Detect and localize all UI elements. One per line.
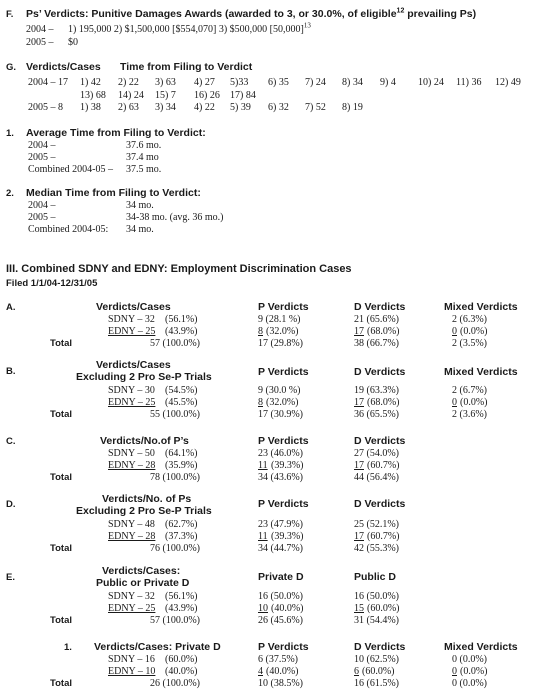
median-number: 2. — [6, 188, 14, 199]
table-d-edny: EDNY – 28 — [108, 531, 156, 542]
table-c-total-d: 44 (56.4%) — [354, 472, 399, 483]
table-b-edny-d-pct: (68.0%) — [367, 397, 400, 408]
table-d-edny-d: 17 — [354, 531, 364, 542]
median-value-combined: 34 mo. — [126, 224, 154, 235]
table-e-heading-cases: Verdicts/Cases: — [102, 565, 181, 577]
table-b-heading-p: P Verdicts — [258, 366, 309, 378]
table-d-sdny: SDNY – 48 — [108, 519, 155, 530]
table-b-heading-d: D Verdicts — [354, 366, 406, 378]
f-year-2004: 2004 – — [26, 24, 54, 35]
g-2005-item: 4) 22 — [194, 102, 215, 113]
g-2005-item: 2) 63 — [118, 102, 139, 113]
table-c-edny: EDNY – 28 — [108, 460, 156, 471]
table-b-edny-mixed-pct: (0.0%) — [460, 397, 488, 408]
g-2004-item: 9) 4 — [380, 77, 396, 88]
table-c-edny-d: 17 — [354, 460, 364, 471]
g-2004-item: 14) 24 — [118, 90, 144, 101]
table-a-sdny-d: 21 (65.6%) — [354, 314, 399, 325]
g-2005-item: 6) 32 — [268, 102, 289, 113]
median-label-combined: Combined 2004-05: — [28, 224, 109, 235]
table-e1-edny-mixed-pct: (0.0%) — [460, 666, 488, 677]
table-d-edny-p-pct: (39.3%) — [271, 531, 304, 542]
table-b-edny-mixed: 0 — [452, 397, 457, 408]
table-e1-heading-cases: Verdicts/Cases: Private D — [94, 641, 221, 653]
table-d-total-label: Total — [50, 543, 72, 554]
table-c-letter: C. — [6, 436, 16, 447]
table-d-sdny-p: 23 (47.9%) — [258, 519, 303, 530]
g-2004-item: 11) 36 — [456, 77, 482, 88]
median-title: Median Time from Filing to Verdict: — [26, 187, 201, 199]
table-e-sdny-pct: (56.1%) — [165, 591, 198, 602]
section-f-title: Ps’ Verdicts: Punitive Damages Awards (awarded to 3, or 30.0%, of eligible$^{12}$ prevailing Ps) — [26, 7, 477, 20]
table-e1-edny-p: 4 — [258, 666, 263, 677]
table-d-total-d: 42 (55.3%) — [354, 543, 399, 554]
table-b-letter: B. — [6, 366, 16, 377]
table-b-total-label: Total — [50, 409, 72, 420]
table-e1-edny: EDNY – 10 — [108, 666, 156, 677]
table-a-heading-p: P Verdicts — [258, 301, 309, 313]
table-a-sdny: SDNY – 32 — [108, 314, 155, 325]
table-e-edny-public-pct: (60.0%) — [367, 603, 400, 614]
table-b-total-mixed: 2 (3.6%) — [452, 409, 487, 420]
table-a-edny-mixed-pct: (0.0%) — [460, 326, 488, 337]
table-e-edny-private-pct: (40.0%) — [271, 603, 304, 614]
table-e-total-cases: 57 (100.0%) — [150, 615, 200, 626]
g-2004-item: 7) 24 — [305, 77, 326, 88]
median-value-2004: 34 mo. — [126, 200, 154, 211]
table-b-heading-cases: Verdicts/Cases — [96, 359, 171, 371]
table-b-sdny-d: 19 (63.3%) — [354, 385, 399, 396]
g-2004-item: 8) 34 — [342, 77, 363, 88]
table-b-total-p: 17 (30.9%) — [258, 409, 303, 420]
table-c-heading-ps: Verdicts/No.of P’s — [100, 435, 189, 447]
table-b-sdny-pct: (54.5%) — [165, 385, 198, 396]
section-g-letter: G. — [6, 62, 17, 73]
table-c-heading-p: P Verdicts — [258, 435, 309, 447]
table-c-total-p: 34 (43.6%) — [258, 472, 303, 483]
table-e-sdny-public: 16 (50.0%) — [354, 591, 399, 602]
median-label-2005: 2005 – — [28, 212, 56, 223]
table-d-heading-excluding: Excluding 2 Pro Se-P Trials — [76, 505, 212, 517]
table-a-letter: A. — [6, 302, 16, 313]
section-iii-subtitle: Filed 1/1/04-12/31/05 — [6, 278, 98, 289]
table-e-sdny-private: 16 (50.0%) — [258, 591, 303, 602]
table-c-sdny-pct: (64.1%) — [165, 448, 198, 459]
g-row-2004-label: 2004 – 17 — [28, 77, 68, 88]
table-a-total-d: 38 (66.7%) — [354, 338, 399, 349]
g-2005-item: 3) 34 — [155, 102, 176, 113]
table-a-heading-d: D Verdicts — [354, 301, 406, 313]
table-e1-total-label: Total — [50, 678, 72, 689]
median-label-2004: 2004 – — [28, 200, 56, 211]
table-b-sdny-mixed: 2 (6.7%) — [452, 385, 487, 396]
avg-value-2004: 37.6 mo. — [126, 140, 162, 151]
table-d-heading-ps: Verdicts/No. of Ps — [102, 493, 192, 505]
table-b-sdny-p: 9 (30.0 %) — [258, 385, 301, 396]
section-f-letter: F. — [6, 9, 14, 20]
table-b-heading-mixed: Mixed Verdicts — [444, 366, 518, 378]
table-d-heading-p: P Verdicts — [258, 498, 309, 510]
table-e-edny-pct: (43.9%) — [165, 603, 198, 614]
table-e-heading-private: Private D — [258, 571, 304, 583]
g-2004-item: 17) 84 — [230, 90, 256, 101]
g-2004-item: 6) 35 — [268, 77, 289, 88]
table-e1-sdny: SDNY – 16 — [108, 654, 155, 665]
avg-value-combined: 37.5 mo. — [126, 164, 162, 175]
table-d-sdny-pct: (62.7%) — [165, 519, 198, 530]
table-c-sdny-p: 23 (46.0%) — [258, 448, 303, 459]
table-a-sdny-pct: (56.1%) — [165, 314, 198, 325]
table-a-total-p: 17 (29.8%) — [258, 338, 303, 349]
table-e1-total-mixed: 0 (0.0%) — [452, 678, 487, 689]
table-e-edny-private: 10 — [258, 603, 268, 614]
table-a-edny-d: 17 — [354, 326, 364, 337]
table-b-edny-d: 17 — [354, 397, 364, 408]
table-e-sdny: SDNY – 32 — [108, 591, 155, 602]
table-a-heading-mixed: Mixed Verdicts — [444, 301, 518, 313]
table-c-heading-d: D Verdicts — [354, 435, 406, 447]
avg-title: Average Time from Filing to Verdict: — [26, 127, 206, 139]
avg-value-2005: 37.4 mo — [126, 152, 159, 163]
table-c-total-cases: 78 (100.0%) — [150, 472, 200, 483]
table-a-total-cases: 57 (100.0%) — [150, 338, 200, 349]
g-2004-item: 3) 63 — [155, 77, 176, 88]
median-value-2005: 34-38 mo. (avg. 36 mo.) — [126, 212, 224, 223]
table-c-edny-p: 11 — [258, 460, 268, 471]
g-2004-item: 5)33 — [230, 77, 249, 88]
table-c-total-label: Total — [50, 472, 72, 483]
table-d-heading-d: D Verdicts — [354, 498, 406, 510]
avg-label-combined: Combined 2004-05 – — [28, 164, 113, 175]
table-a-total-mixed: 2 (3.5%) — [452, 338, 487, 349]
g-2005-item: 7) 52 — [305, 102, 326, 113]
table-e1-total-p: 10 (38.5%) — [258, 678, 303, 689]
g-2004-item: 2) 22 — [118, 77, 139, 88]
g-2004-item: 15) 7 — [155, 90, 176, 101]
table-e1-sdny-p: 6 (37.5%) — [258, 654, 298, 665]
table-e1-edny-pct: (40.0%) — [165, 666, 198, 677]
table-a-edny-d-pct: (68.0%) — [367, 326, 400, 337]
table-d-letter: D. — [6, 499, 16, 510]
g-row-2005-label: 2005 – 8 — [28, 102, 63, 113]
g-2004-item: 16) 26 — [194, 90, 220, 101]
table-e1-edny-d-pct: (60.0%) — [362, 666, 395, 677]
g-2005-item: 5) 39 — [230, 102, 251, 113]
table-e1-heading-mixed: Mixed Verdicts — [444, 641, 518, 653]
table-c-edny-p-pct: (39.3%) — [271, 460, 304, 471]
table-a-edny-p: 8 — [258, 326, 263, 337]
table-d-edny-pct: (37.3%) — [165, 531, 198, 542]
table-e1-edny-p-pct: (40.0%) — [266, 666, 299, 677]
section-g-heading-time: Time from Filing to Verdict — [120, 61, 253, 73]
g-2004-item: 1) 42 — [80, 77, 101, 88]
table-e1-total-d: 16 (61.5%) — [354, 678, 399, 689]
table-e-heading-public: Public D — [354, 571, 397, 583]
g-2005-item: 1) 38 — [80, 102, 101, 113]
f-awards-2004: 1) 195,000 2) $1,500,000 [$554,070] 3) $500,000 $[50,000]^{13}$ — [68, 21, 311, 35]
g-2005-item: 8) 19 — [342, 102, 363, 113]
table-a-edny-pct: (43.9%) — [165, 326, 198, 337]
table-a-total-label: Total — [50, 338, 72, 349]
table-b-edny-p: 8 — [258, 397, 263, 408]
table-b-heading-excluding: Excluding 2 Pro Se-P Trials — [76, 371, 212, 383]
f-year-2005: 2005 – — [26, 37, 54, 48]
table-e1-heading-d: D Verdicts — [354, 641, 406, 653]
table-e1-sdny-d: 10 (62.5%) — [354, 654, 399, 665]
g-2004-item: 12) 49 — [495, 77, 521, 88]
table-e-total-public: 31 (54.4%) — [354, 615, 399, 626]
table-a-edny-mixed: 0 — [452, 326, 457, 337]
table-e-edny: EDNY – 25 — [108, 603, 156, 614]
table-c-sdny-d: 27 (54.0%) — [354, 448, 399, 459]
table-d-edny-d-pct: (60.7%) — [367, 531, 400, 542]
table-c-sdny: SDNY – 50 — [108, 448, 155, 459]
table-b-edny: EDNY – 25 — [108, 397, 156, 408]
section-iii-title: III. Combined SDNY and EDNY: Employment Discrimination Cases — [6, 263, 352, 275]
table-d-sdny-d: 25 (52.1%) — [354, 519, 399, 530]
table-a-heading-cases: Verdicts/Cases — [96, 301, 171, 313]
table-a-edny: EDNY – 25 — [108, 326, 156, 337]
table-a-sdny-mixed: 2 (6.3%) — [452, 314, 487, 325]
table-e-total-private: 26 (45.6%) — [258, 615, 303, 626]
table-c-edny-pct: (35.9%) — [165, 460, 198, 471]
table-c-edny-d-pct: (60.7%) — [367, 460, 400, 471]
table-e-heading-public-private: Public or Private D — [96, 577, 190, 589]
table-e1-edny-d: 6 — [354, 666, 359, 677]
section-g-heading-cases: Verdicts/Cases — [26, 61, 101, 73]
g-2004-item: 13) 68 — [80, 90, 106, 101]
table-e1-sdny-mixed: 0 (0.0%) — [452, 654, 487, 665]
table-b-edny-p-pct: (32.0%) — [266, 397, 299, 408]
avg-number: 1. — [6, 128, 14, 139]
table-d-total-cases: 76 (100.0%) — [150, 543, 200, 554]
table-e-edny-public: 15 — [354, 603, 364, 614]
f-awards-2005: $0 — [68, 37, 78, 48]
table-d-total-p: 34 (44.7%) — [258, 543, 303, 554]
table-b-sdny: SDNY – 30 — [108, 385, 155, 396]
table-d-edny-p: 11 — [258, 531, 268, 542]
g-2004-item: 4) 27 — [194, 77, 215, 88]
table-e1-total-cases: 26 (100.0%) — [150, 678, 200, 689]
table-e-total-label: Total — [50, 615, 72, 626]
table-e1-edny-mixed: 0 — [452, 666, 457, 677]
table-b-total-cases: 55 (100.0%) — [150, 409, 200, 420]
table-e1-sdny-pct: (60.0%) — [165, 654, 198, 665]
table-a-sdny-p: 9 (28.1 %) — [258, 314, 301, 325]
g-2004-item: 10) 24 — [418, 77, 444, 88]
table-e1-heading-p: P Verdicts — [258, 641, 309, 653]
table-a-edny-p-pct: (32.0%) — [266, 326, 299, 337]
avg-label-2005: 2005 – — [28, 152, 56, 163]
table-b-edny-pct: (45.5%) — [165, 397, 198, 408]
table-e1-number: 1. — [64, 642, 72, 653]
avg-label-2004: 2004 – — [28, 140, 56, 151]
table-e-letter: E. — [6, 572, 15, 583]
table-b-total-d: 36 (65.5%) — [354, 409, 399, 420]
